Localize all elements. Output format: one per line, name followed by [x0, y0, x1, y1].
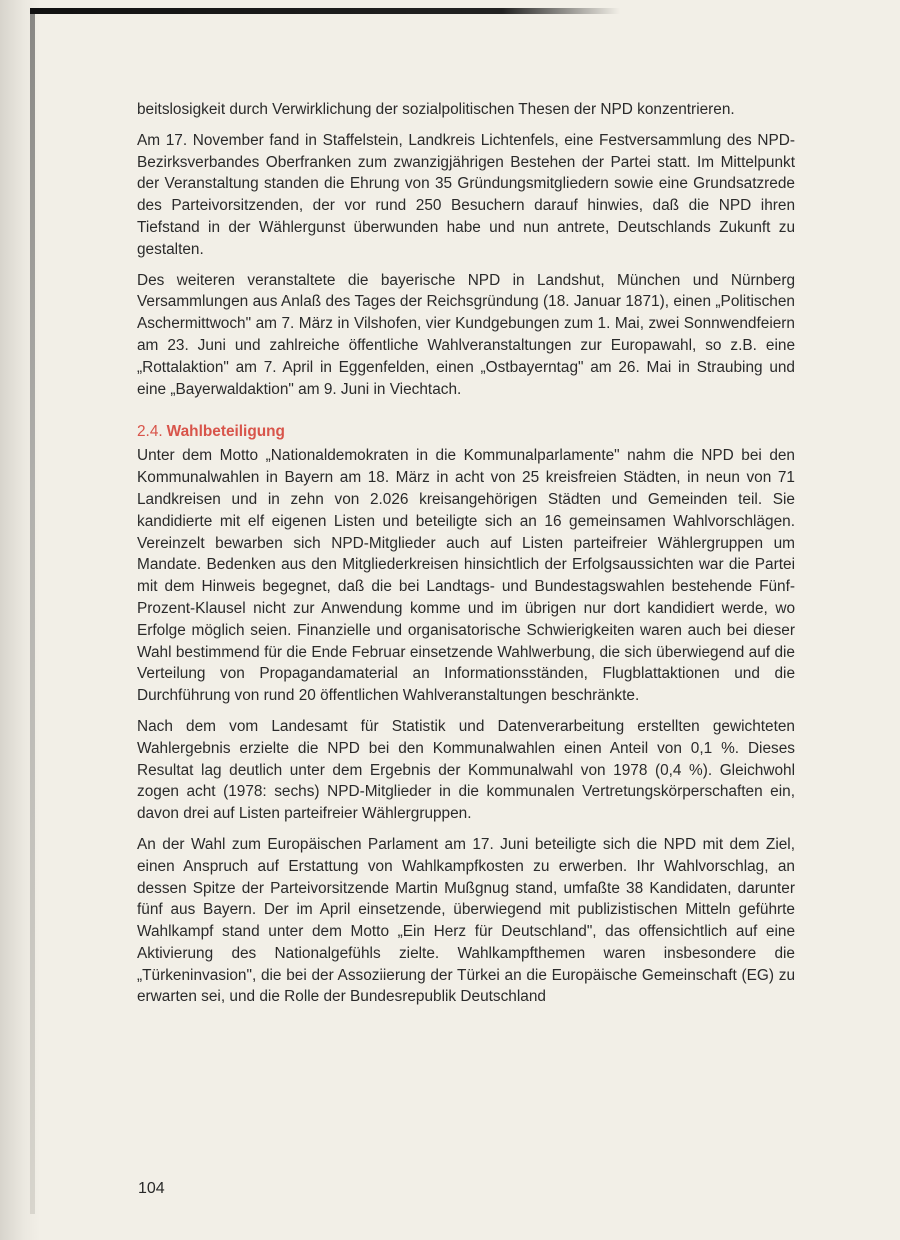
page-number: 104: [138, 1180, 165, 1197]
section-heading: [137, 421, 795, 443]
page-body: [137, 99, 795, 1017]
paragraph: An der Wahl zum Europäischen Parlament am 17. Juni beteiligte sich die NPD mit dem Ziel, einen Anspruch auf Erstattung von Wahlkampfkosten zu erwerben. Ihr Wahlvorschlag, an dessen Spitze der Parteivorsitzende Martin Mußgnug stand, umfaßte 38 Kandidaten, darunter fünf aus Bayern. Der im April einsetzende, überwiegend mit publizistischen Mitteln geführte Wahlkampf stand unter dem Motto „Ein Herz für Deutschland", das offensichtlich auf eine Aktivierung des Nationalgefühls zielte. Wahlkampfthemen waren insbesondere die „Türkeninvasion", die bei der Assoziierung der Türkei an die Europäische Gemeinschaft (EG) zu erwarten sei, und die Rolle der Bundesrepublik Deutschland: [137, 835, 795, 1006]
scan-edge-top: [30, 8, 620, 14]
paragraph: beitslosigkeit durch Verwirklichung der sozialpolitischen Thesen der NPD konzentrieren.: [137, 101, 735, 118]
scan-edge-left: [30, 14, 35, 1214]
paragraph: Nach dem vom Landesamt für Statistik und Datenverarbeitung erstellten gewichteten Wahlergebnis erzielte die NPD bei den Kommunalwahlen einen Anteil von 0,1 %. Dieses Resultat lag deutlich unter dem Ergebnis der Kommunalwahl von 1978 (0,4 %). Gleichwohl zogen acht (1978: sechs) NPD-Mitglieder in die kommunalen Vertretungskörperschaften ein, davon drei auf Listen parteifreier Wählergruppen.: [137, 717, 795, 823]
section-title: Wahlbeteiligung: [166, 423, 285, 441]
paragraph: Des weiteren veranstaltete die bayerische NPD in Landshut, München und Nürnberg Versammlungen aus Anlaß des Tages der Reichsgründung (18. Januar 1871), einen „Politischen Aschermittwoch" am 7. März in Vilshofen, vier Kundgebungen zum 1. Mai, zwei Sonnwendfeiern am 23. Juni und zahlreiche öffentliche Wahlveranstaltungen zur Europawahl, so z.B. eine „Rottalaktion" am 7. April in Eggenfelden, einen „Ostbayerntag" am 26. Mai in Straubing und eine „Bayerwaldaktion" am 9. Juni in Viechtach.: [137, 271, 795, 398]
paragraph: Am 17. November fand in Staffelstein, Landkreis Lichtenfels, eine Festversammlung des NPD-Bezirksverbandes Oberfranken zum zwanzigjährigen Bestehen der Partei statt. Im Mittelpunkt der Veranstaltung standen die Ehrung von 35 Gründungsmitgliedern sowie eine Grundsatzrede des Parteivorsitzenden, der vor rund 250 Besuchern darauf hinwies, daß die NPD ihren Tiefstand in der Wählergunst überwunden habe und nun antrete, Deutschlands Zukunft zu gestalten.: [137, 131, 795, 258]
section-number: 2.4.: [137, 423, 163, 441]
paragraph: Unter dem Motto „Nationaldemokraten in die Kommunalparlamente" nahm die NPD bei den Kommunalwahlen in Bayern am 18. März in acht von 25 kreisfreien Städten, in neun von 71 Landkreisen und in zehn von 2.026 kreisangehörigen Städten und Gemeinden teil. Sie kandidierte mit elf eigenen Listen und beteiligte sich an 16 gemeinsamen Wahlvorschlägen. Vereinzelt bewarben sich NPD-Mitglieder auch auf Listen parteifreier Wählergruppen um Mandate. Bedenken aus den Mitgliederkreisen hinsichtlich der Erfolgsaussichten war die Partei mit dem Hinweis begegnet, daß die bei Landtags- und Bundestagswahlen bestehende Fünf-Prozent-Klausel nicht zur Anwendung komme und im übrigen nur dort kandidiert werde, wo Erfolge möglich seien. Finanzielle und organisatorische Schwierigkeiten waren auch bei dieser Wahl bestimmend für die Ende Februar einsetzende Wahlwerbung, die sich überwiegend auf die Verteilung von Propagandamaterial an Informationsständen, Flugblattaktionen und die Durchführung von rund 20 öffentlichen Wahlveranstaltungen beschränkte.: [137, 447, 795, 705]
